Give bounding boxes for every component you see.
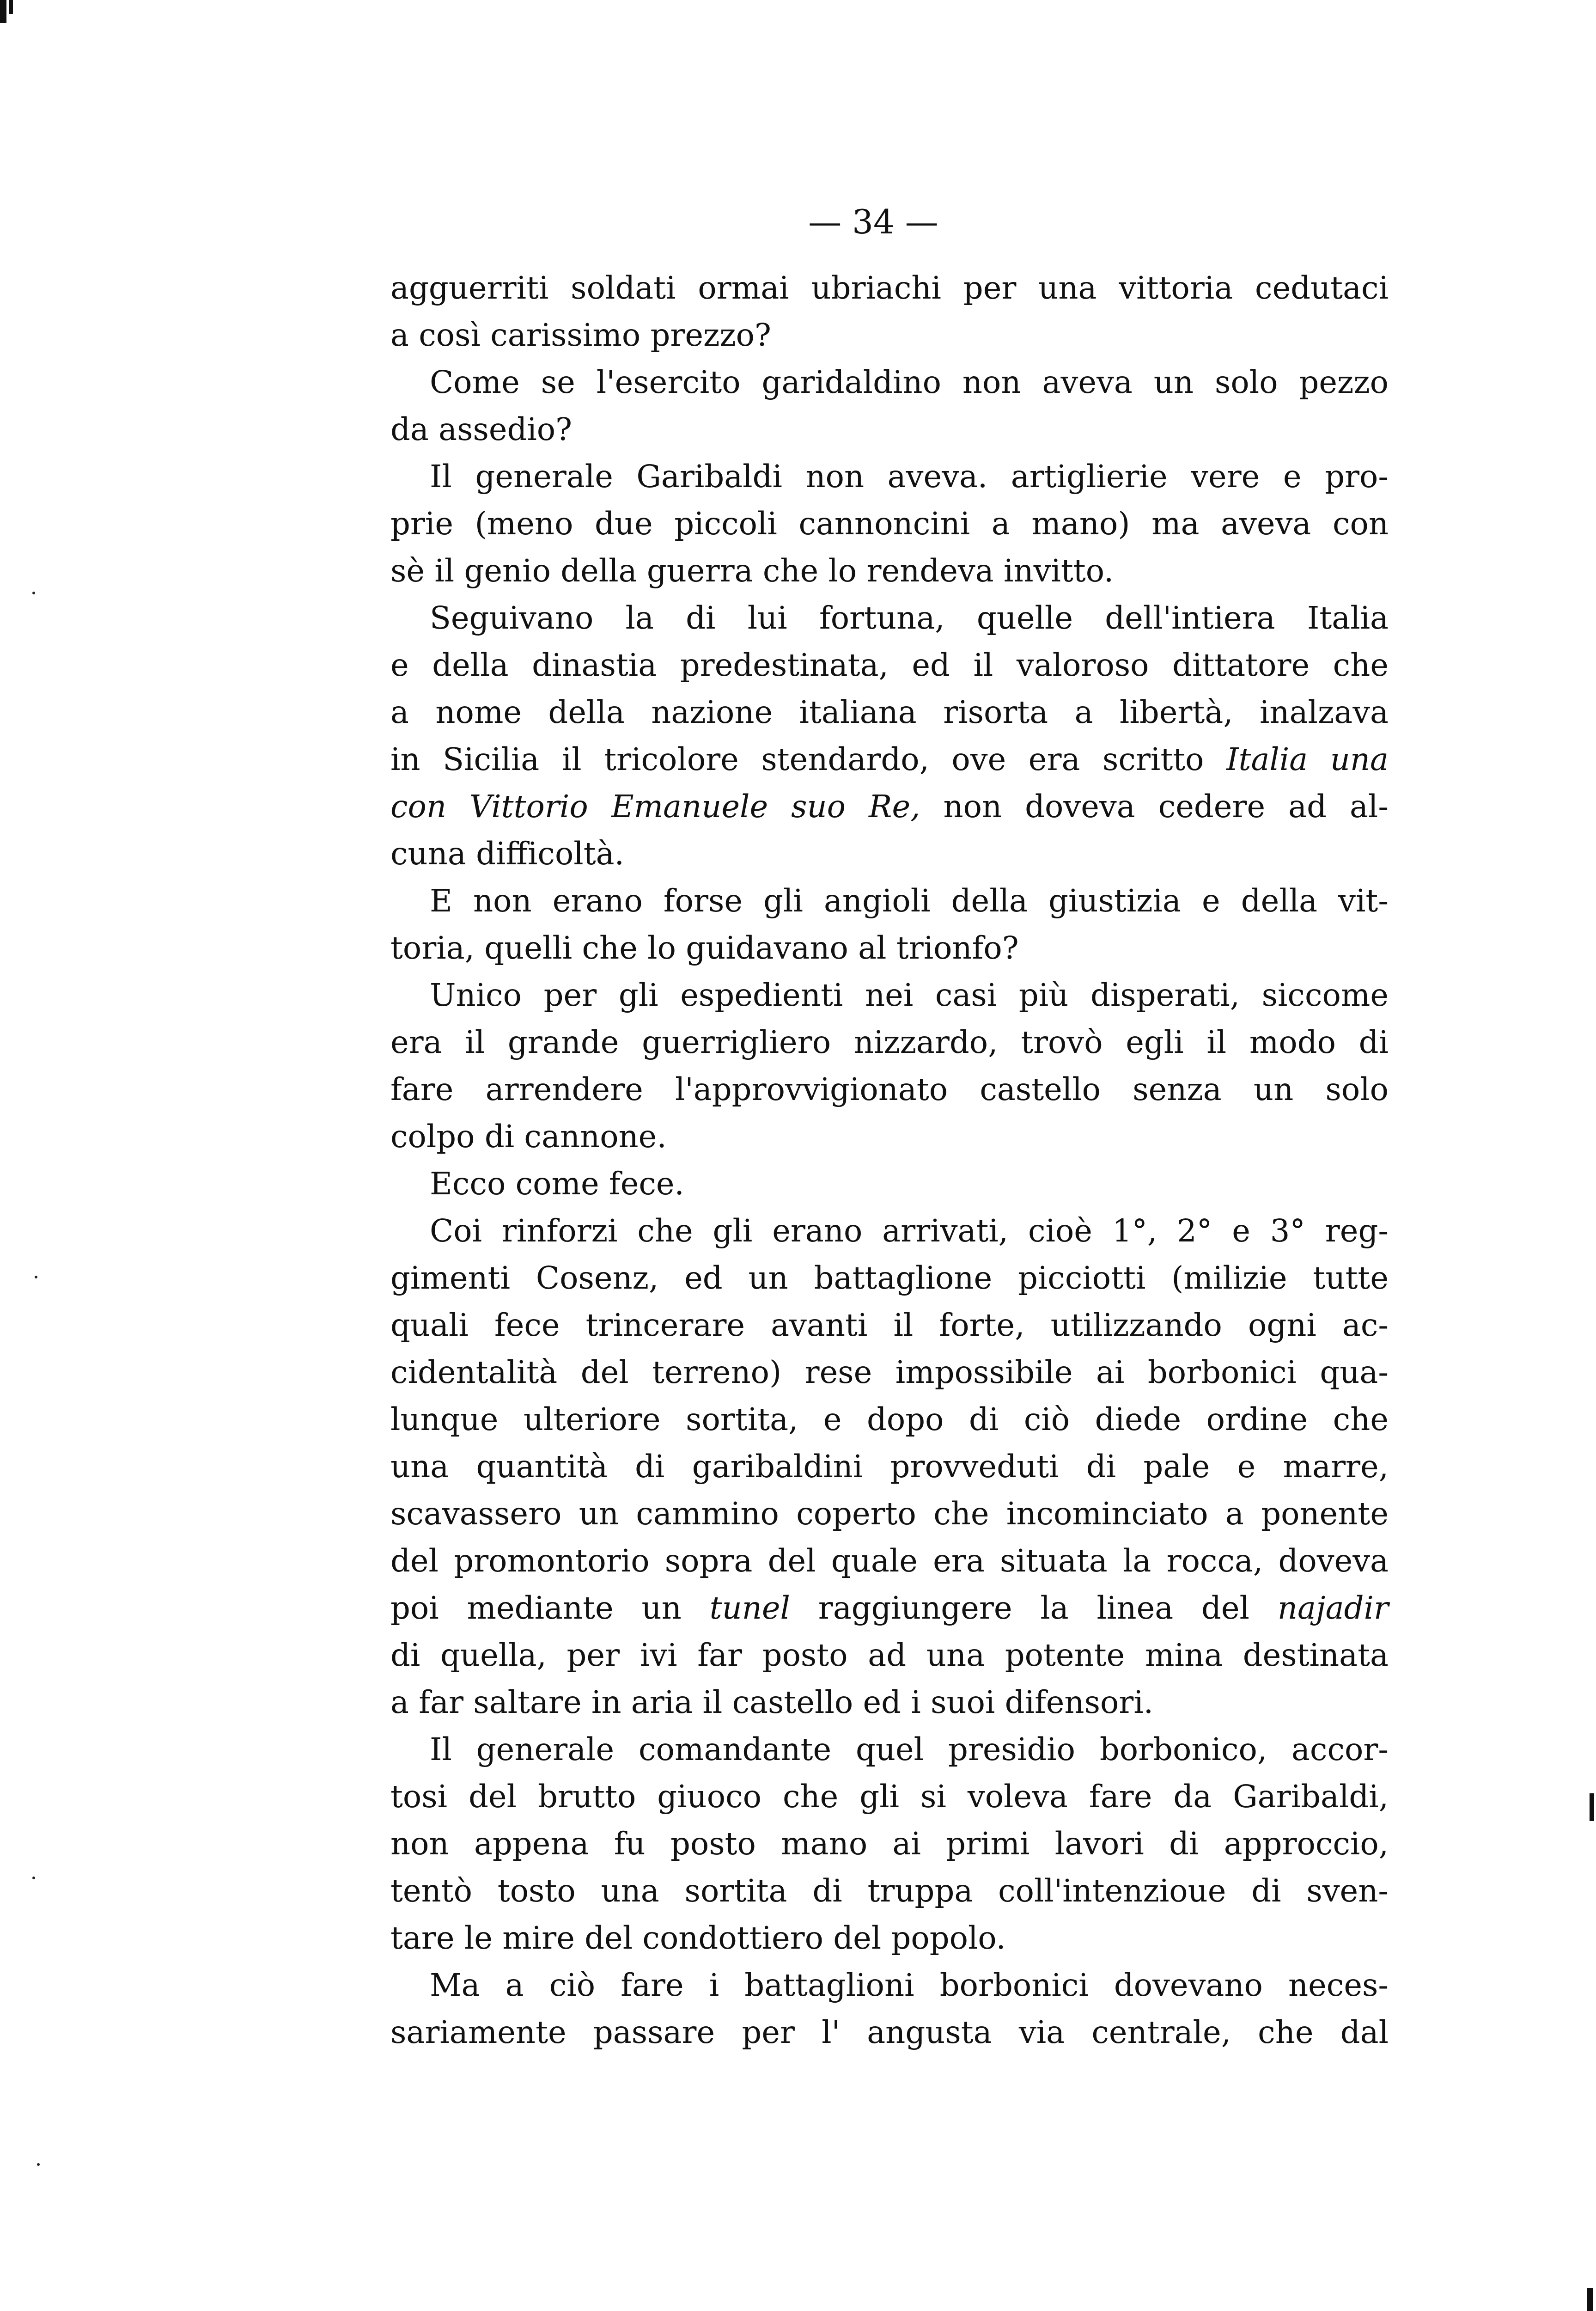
text-line: E non erano forse gli angioli della giustizia e della vit- [430, 883, 1389, 919]
text-line: scavassero un cammino coperto che incominciato a ponente [390, 1496, 1389, 1532]
text-line: del promontorio sopra del quale era situata la rocca, doveva [390, 1543, 1389, 1579]
text-line: di quella, per ivi far posto ad una potente mina destinata [390, 1637, 1389, 1673]
italic-segment: najadir [1277, 1590, 1389, 1626]
text-line: una quantità di garibaldini provveduti di pale e marre, [390, 1449, 1389, 1485]
text-line: era il grande guerrigliero nizzardo, trovò egli il modo di [390, 1024, 1389, 1060]
italic-segment: con Vittorio Emanuele suo Re, [390, 789, 920, 825]
text-line: Unico per gli espedienti nei casi più disperati, siccome [430, 977, 1389, 1013]
text-segment: in Sicilia il tricolore stendardo, ove era scritto [390, 741, 1227, 777]
scan-edge-mark [0, 0, 6, 23]
text-line: a nome della nazione italiana risorta a libertà, inalzava [390, 694, 1389, 730]
text-segment: non doveva cedere ad al- [920, 789, 1389, 825]
scan-speck [32, 592, 35, 594]
scan-edge-mark [9, 0, 13, 14]
text-line [390, 1584, 1389, 1632]
text-line: Ecco come fece. [430, 1166, 684, 1202]
text-line: Coi rinforzi che gli erano arrivati, cioè 1°, 2° e 3° reg- [430, 1213, 1389, 1249]
body-text [390, 264, 1389, 2056]
scan-edge-mark [1590, 1793, 1594, 1821]
text-line: Seguivano la di lui fortuna, quelle dell'intiera Italia [430, 600, 1389, 636]
scan-speck [35, 1276, 37, 1278]
text-line: e della dinastia predestinata, ed il valoroso dittatore che [390, 647, 1389, 683]
italic-segment: tunel [709, 1590, 790, 1626]
text-line: Il generale comandante quel presidio borbonico, accor- [430, 1731, 1389, 1767]
text-line: a così carissimo prezzo? [390, 317, 771, 353]
text-line: cuna difficoltà. [390, 836, 624, 872]
text-line: non appena fu posto mano ai primi lavori di approccio, [390, 1826, 1389, 1862]
text-line: Ma a ciò fare i battaglioni borbonici dovevano neces- [430, 1967, 1389, 2003]
text-line: toria, quelli che lo guidavano al trionfo? [390, 930, 1019, 966]
scan-edge-mark [1587, 2288, 1593, 2311]
text-line: sariamente passare per l' angusta via centrale, che dal [390, 2014, 1389, 2050]
text-line: cidentalità del terreno) rese impossibile ai borbonici qua- [390, 1354, 1389, 1390]
text-line: gimenti Cosenz, ed un battaglione picciotti (milizie tutte [390, 1260, 1389, 1296]
text-line: colpo di cannone. [390, 1119, 667, 1155]
text-line: tentò tosto una sortita di truppa coll'intenzioue di sven- [390, 1873, 1389, 1909]
text-line: Il generale Garibaldi non aveva. artiglierie vere e pro- [430, 459, 1389, 495]
text-segment: poi mediante un [390, 1590, 710, 1626]
text-line: quali fece trincerare avanti il forte, utilizzando ogni ac- [390, 1307, 1389, 1343]
text-line: lunque ulteriore sortita, e dopo di ciò diede ordine che [390, 1401, 1389, 1437]
text-line: sè il genio della guerra che lo rendeva invitto. [390, 553, 1114, 589]
text-line: fare arrendere l'approvvigionato castello senza un solo [390, 1071, 1389, 1107]
text-line: da assedio? [390, 411, 573, 447]
text-line [390, 783, 1389, 830]
text-line: tosi del brutto giuoco che gli si voleva fare da Garibaldi, [390, 1779, 1389, 1815]
italic-segment: Italia una [1226, 741, 1389, 777]
text-segment: raggiungere la linea del [790, 1590, 1278, 1626]
text-line: prie (meno due piccoli cannoncini a mano) ma aveva con [390, 506, 1389, 542]
scan-speck [32, 1877, 35, 1879]
text-line: tare le mire del condottiero del popolo. [390, 1920, 1006, 1956]
text-line: a far saltare in aria il castello ed i suoi difensori. [390, 1684, 1154, 1720]
page-number: — 34 — [808, 202, 938, 241]
text-line: Come se l'esercito garidaldino non aveva un solo pezzo [430, 364, 1389, 400]
text-line: agguerriti soldati ormai ubriachi per una vittoria cedutaci [390, 270, 1389, 306]
text-line [390, 736, 1389, 783]
scan-speck [37, 2163, 40, 2166]
